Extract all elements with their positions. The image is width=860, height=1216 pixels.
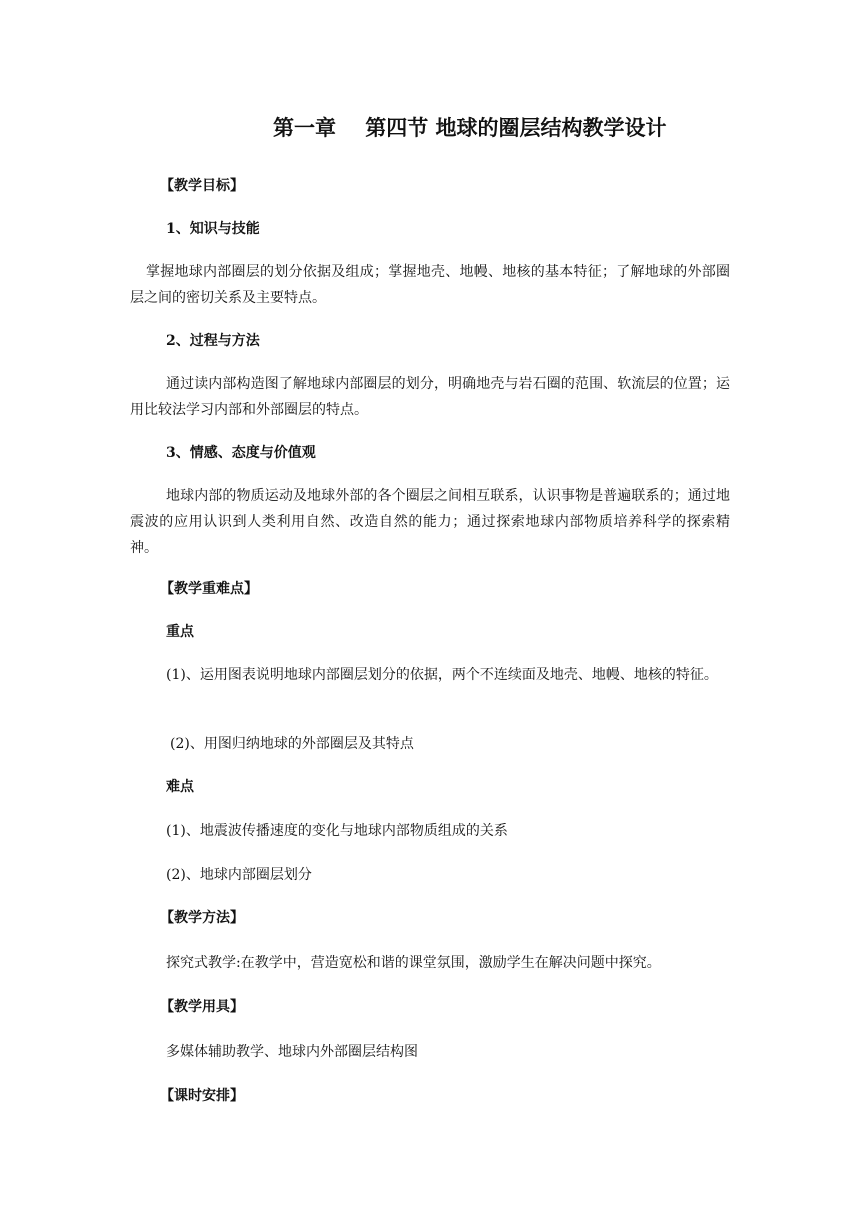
class-schedule-heading: 【课时安排】 xyxy=(160,1088,244,1104)
process-method-heading: 2、过程与方法 xyxy=(166,333,260,349)
process-method-text: 通过读内部构造图了解地球内部圈层的划分，明确地壳与岩石圈的范围、软流层的位置；运用比较法学习内部和外部圈层的特点。 xyxy=(130,376,730,418)
objectives-heading: 【教学目标】 xyxy=(160,178,244,194)
key-points-heading: 重点 xyxy=(166,624,194,640)
teaching-method-text: 探究式教学:在教学中，营造宽松和谐的课堂氛围，激励学生在解决问题中探究。 xyxy=(166,955,661,971)
teaching-tools-text: 多媒体辅助教学、地球内外部圈层结构图 xyxy=(166,1044,418,1060)
knowledge-skills-text: 掌握地球内部圈层的划分依据及组成；掌握地壳、地幔、地核的基本特征；了解地球的外部圈层之间的密切关系及主要特点。 xyxy=(130,264,730,306)
difficult-point-item-2: (2)、地球内部圈层划分 xyxy=(166,867,312,883)
difficult-point-item-1: (1)、地震波传播速度的变化与地球内部物质组成的关系 xyxy=(166,823,508,839)
page-title: 第一章 第四节 地球的圈层结构教学设计 xyxy=(273,115,667,140)
emotion-values-text: 地球内部的物质运动及地球外部的各个圈层之间相互联系，认识事物是普遍联系的；通过地震波的应用认识到人类利用自然、改造自然的能力；通过探索地球内部物质培养科学的探索精神。 xyxy=(130,488,730,556)
key-point-item-1: (1)、运用图表说明地球内部圈层划分的依据，两个不连续面及地壳、地幔、地核的特征。 xyxy=(166,667,718,683)
difficult-points-heading: 难点 xyxy=(166,779,194,795)
key-point-item-2: (2)、用图归纳地球的外部圈层及其特点 xyxy=(170,736,414,752)
emotion-values-heading: 3、情感、态度与价值观 xyxy=(166,445,316,461)
knowledge-skills-heading: 1、知识与技能 xyxy=(166,221,260,237)
teaching-tools-heading: 【教学用具】 xyxy=(160,999,244,1015)
key-difficult-heading: 【教学重难点】 xyxy=(160,581,258,597)
teaching-method-heading: 【教学方法】 xyxy=(160,910,244,926)
